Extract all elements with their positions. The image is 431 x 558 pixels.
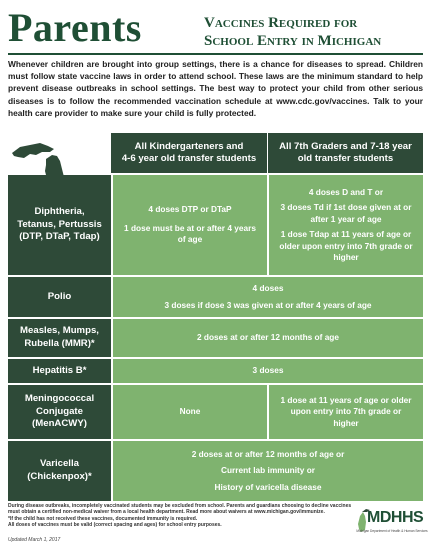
varicella-line-1: 2 doses at or after 12 months of age or	[191, 448, 345, 459]
hepb-label: Hepatitis B*	[32, 364, 87, 376]
seventh-header-line-1: All 7th Graders and 7-18 year	[279, 140, 412, 152]
page-header	[8, 6, 423, 58]
mmr-label-line-1: Measles, Mumps,	[20, 325, 99, 337]
intro-paragraph: Whenever children are brought into group settings, there is a chance for diseases to spread. Children must follow state vaccine laws in order to attend school. These laws are the minimum standard to help prevent disease outbreaks in school settings. The best way to protect your child from other serious diseases is to follow the recommended vaccination schedule at www.cdc.gov/vaccines. Talk to your health care provider to make sure your child is fully protected.	[8, 59, 423, 118]
polio-line-1: 4 doses	[252, 283, 284, 293]
mening-label-line-2: Conjugate	[36, 405, 83, 417]
mening-label-line-3: (MenACWY)	[32, 418, 87, 430]
dtap-seventh-cell	[269, 175, 423, 275]
varicella-cell	[113, 441, 423, 501]
mening-seventh-cell	[269, 385, 423, 439]
header-divider	[8, 53, 423, 55]
mmr-label-line-2: Rubella (MMR)*	[24, 338, 95, 349]
column-header-kindergarten	[111, 133, 267, 173]
hepb-text: 3 doses	[252, 365, 284, 376]
row-label-meningococcal	[8, 385, 111, 439]
mening-seventh-text: 1 dose at 11 years of age or older upon entry into 7th grade or higher	[280, 394, 412, 428]
row-label-mmr	[8, 319, 111, 357]
dtap-label-line-3: (DTP, DTaP, Tdap)	[19, 231, 100, 243]
subtitle-line-1: Vaccines Required for	[204, 15, 358, 31]
logo-text: MDHHS	[367, 509, 424, 526]
column-header-seventh-grade	[267, 133, 423, 173]
dtap-label-line-1: Diphtheria,	[34, 206, 85, 218]
page-title: Parents	[8, 5, 142, 50]
row-label-dtap	[8, 175, 111, 275]
mening-label-line-1: Meningococcal	[24, 393, 95, 405]
dtap-seventh-line-1: 4 doses D and T or	[308, 186, 384, 197]
hepb-cell	[113, 359, 423, 383]
polio-label: Polio	[47, 290, 72, 302]
dtap-kinder-line-1: 4 doses DTP or DTaP	[148, 204, 232, 215]
footer-line-3: All doses of vaccines must be valid (correct spacing and ages) for school entry purposes.	[8, 522, 222, 529]
row-label-varicella	[8, 441, 111, 501]
kinder-header-line-2: 4-6 year old transfer students	[121, 153, 257, 164]
seventh-header-line-2: old transfer students	[297, 153, 394, 164]
kinder-header-line-1: All Kindergarteners and	[134, 140, 244, 152]
varicella-line-3: History of varicella disease	[214, 481, 322, 492]
footer-notes	[8, 503, 353, 529]
varicella-line-2: Current lab immunity or	[220, 465, 316, 476]
mmr-text: 2 doses at or after 12 months of age	[196, 332, 339, 343]
dtap-seventh-line-2: 3 doses Td if 1st dose given at or after 1 year of age	[280, 202, 412, 224]
footer-line-2: *If the child has not received these vaccines, documented immunity is required.	[8, 515, 198, 522]
table-corner	[8, 133, 111, 173]
varicella-label-line-2: (Chickenpox)*	[27, 471, 92, 482]
updated-date: Updated March 1, 2017	[8, 537, 61, 543]
logo-subtitle: Michigan Department of Health & Human Services	[356, 529, 428, 533]
row-label-polio	[8, 277, 111, 317]
polio-cell	[113, 277, 423, 317]
subtitle-line-2: School Entry in Michigan	[204, 33, 382, 49]
polio-line-2: 3 doses if dose 3 was given at or after 4 years of age	[164, 299, 372, 310]
footer-line-1: During disease outbreaks, incompletely vaccinated students may be excluded from school. Parents and guardians choosing to decline vaccines must obtain a certified non-medical waiver from a local health department. Read more about waivers at www.michigan.gov/immunize.	[8, 503, 352, 516]
mening-kinder-text: None	[179, 406, 201, 417]
page-subtitle	[204, 14, 424, 50]
mmr-cell	[113, 319, 423, 357]
dtap-kinder-line-2: 1 dose must be at or after 4 years of age	[124, 222, 256, 245]
mening-kindergarten-cell	[113, 385, 267, 439]
dtap-label-line-2: Tetanus, Pertussis	[17, 218, 102, 230]
row-label-hepb	[8, 359, 111, 383]
dtap-kindergarten-cell	[113, 175, 267, 275]
varicella-label-line-1: Varicella	[40, 458, 79, 470]
dtap-seventh-line-3: 1 dose Tdap at 11 years of age or older upon entry into 7th grade or higher	[279, 229, 413, 262]
